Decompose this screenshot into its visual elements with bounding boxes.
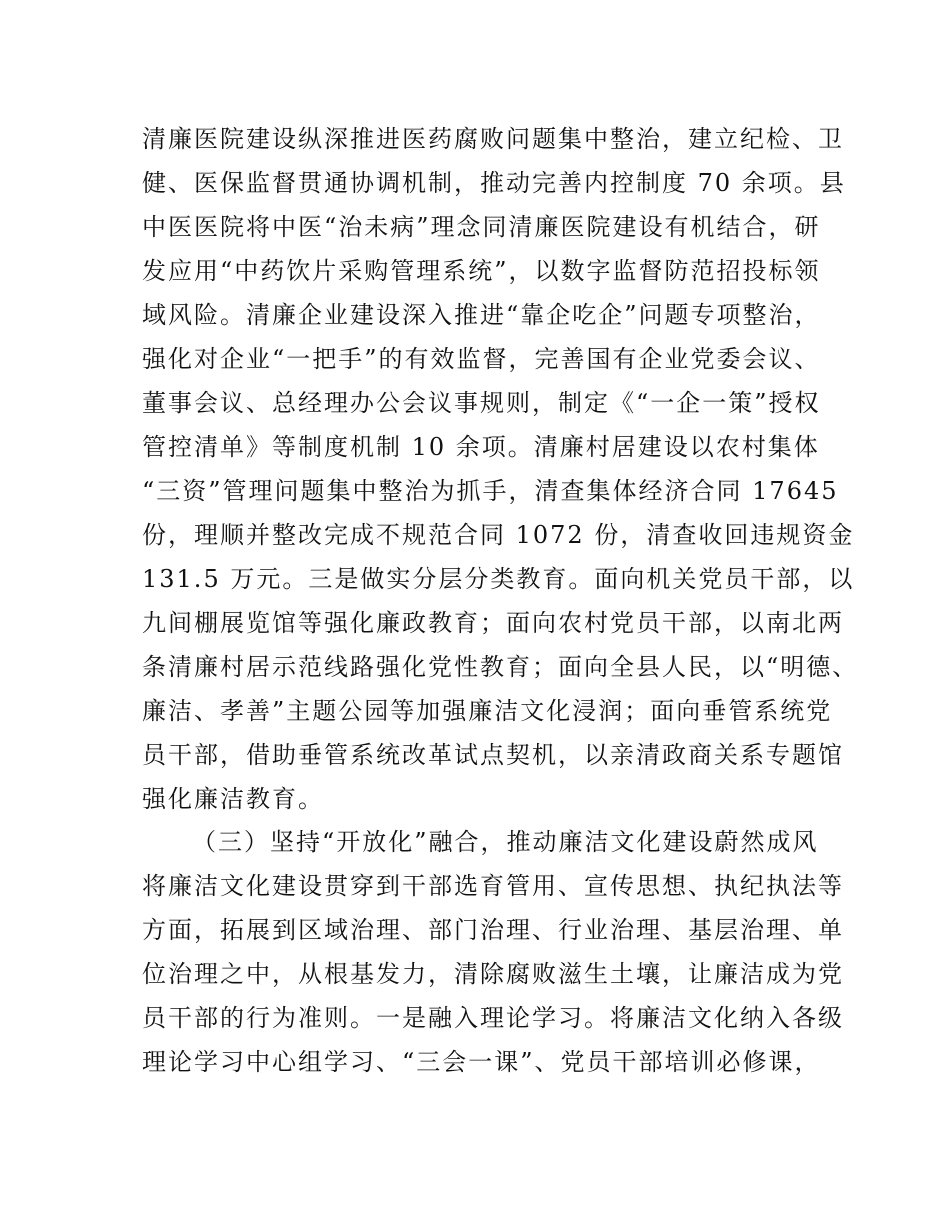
text-line: 员干部，借助垂管系统改革试点契机，以亲清政商关系专题馆 — [142, 741, 844, 769]
text-line: 清廉医院建设纵深推进医药腐败问题集中整治，建立纪检、卫 — [142, 125, 844, 153]
text-line: 强化廉洁教育。 — [142, 785, 324, 813]
text-line: 将廉洁文化建设贯穿到干部选育管用、宣传思想、执纪执法等 — [142, 872, 844, 900]
text-line: 131.5 万元。三是做实分层分类教育。面向机关党员干部，以 — [142, 565, 855, 593]
section-heading-line: （三）坚持“开放化”融合，推动廉洁文化建设蔚然成风 — [192, 828, 819, 856]
text-line: 中医医院将中医“治未病”理念同清廉医院建设有机结合，研 — [142, 213, 821, 241]
text-line: 份，理顺并整改完成不规范合同 1072 份，清查收回违规资金 — [142, 521, 855, 549]
text-line: “三资”管理问题集中整治为抓手，清查集体经济合同 17645 — [142, 477, 839, 505]
text-line: 理论学习中心组学习、“三会一课”、党员干部培训必修课， — [142, 1048, 821, 1076]
text-line: 管控清单》等制度机制 10 余项。清廉村居建设以农村集体 — [142, 433, 820, 461]
text-line: 位治理之中，从根基发力，清除腐败滋生土壤，让廉洁成为党 — [142, 960, 844, 988]
section-paragraph — [142, 820, 842, 1084]
text-line: 条清廉村居示范线路强化党性教育；面向全县人民，以“明德、 — [142, 653, 859, 681]
text-line: 健、医保监督贯通协调机制，推动完善内控制度 70 余项。县 — [142, 169, 846, 197]
text-line: 廉洁、孝善”主题公园等加强廉洁文化浸润；面向垂管系统党 — [142, 697, 833, 725]
text-line: 域风险。清廉企业建设深入推进“靠企吃企”问题专项整治， — [142, 301, 821, 329]
text-line: 方面，拓展到区域治理、部门治理、行业治理、基层治理、单 — [142, 916, 844, 944]
text-line: 强化对企业“一把手”的有效监督，完善国有企业党委会议、 — [142, 345, 821, 373]
text-line: 董事会议、总经理办公会议事规则，制定《“一企一策”授权 — [142, 389, 821, 417]
text-line: 九间棚展览馆等强化廉政教育；面向农村党员干部，以南北两 — [142, 609, 844, 637]
text-line: 员干部的行为准则。一是融入理论学习。将廉洁文化纳入各级 — [142, 1004, 844, 1032]
body-paragraph — [142, 117, 859, 821]
text-line: 发应用“中药饮片采购管理系统”，以数字监督防范招投标领 — [142, 257, 821, 285]
